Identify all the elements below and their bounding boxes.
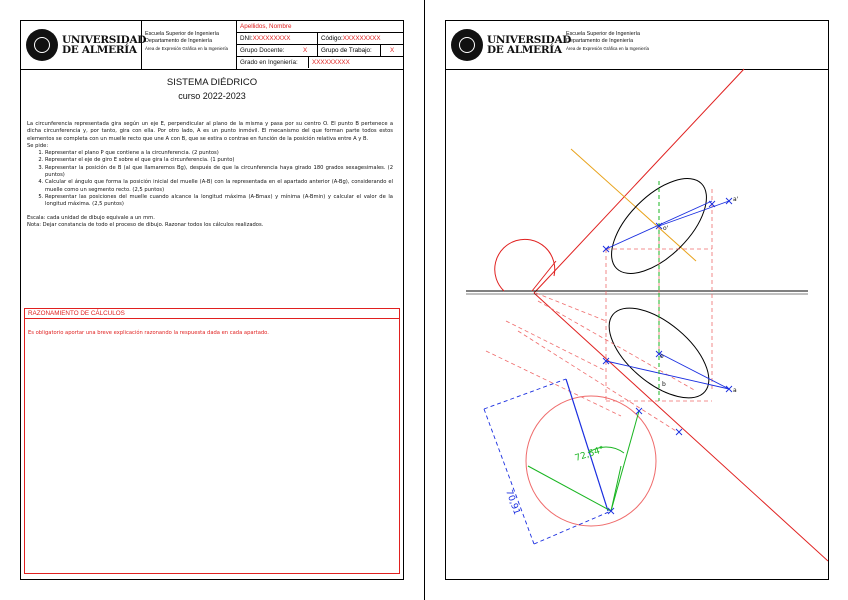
- plane-trace-lower: [534, 293, 828, 561]
- label-o: o: [660, 353, 664, 360]
- dihedral-drawing: [446, 21, 828, 579]
- scale-note: Escala: cada unidad de dibujo equivale a un mm.: [27, 214, 155, 221]
- exam-title: SISTEMA DIÉDRICO: [166, 77, 258, 88]
- label-o-prime: o': [663, 225, 669, 232]
- area-name: Área de Expresión Gráfica en la Ingeniería: [145, 46, 228, 51]
- task-item: 2. Representar el eje de giro E sobre el que gira la circunferencia. (1 punto): [45, 157, 393, 164]
- surname-row[interactable]: [237, 21, 404, 33]
- reasoning-note: Es obligatorio aportar una breve explicación razonando la respuesta dada en cada apartado.: [28, 330, 269, 336]
- task-item: 5. Representar las posiciones del muelle cuando alcance la longitud máxima (A-Bmax) y mínima (A-Bmin) y calcular el valor de la longitud máxima. (2,5 puntos): [45, 194, 393, 209]
- angle-label: 72,54°: [573, 444, 606, 464]
- statement-intro: La circunferencia representada gira según un eje E, perpendicular al plano de la misma y pasa por su centro O. El punto B pertenece a dicha circunferencia y, por tanto, gira con ella. Por otro lado, A es un punto inmóvil. El mecanismo del que forman parte todos estos elementos se completa con un muelle recto que une A con B, que se estira o contrae en función de la posición relativa entre A y B.: [27, 121, 393, 142]
- task-list: [27, 150, 393, 208]
- dni-value: XXXXXXXXX: [252, 35, 291, 42]
- area-name: Área de Expresión Gráfica en la Ingeniería: [566, 46, 649, 51]
- university-name-line-1: UNIVERSIDAD: [487, 34, 572, 46]
- statement-ask: Se pide:: [27, 142, 49, 149]
- teacher-group-value: X: [303, 47, 308, 54]
- plane-trace-upper: [534, 69, 744, 293]
- work-group-value: X: [390, 47, 395, 54]
- code-value: XXXXXXXXX: [342, 35, 381, 42]
- label-b: b: [662, 381, 666, 388]
- axis-line: [571, 149, 696, 261]
- degree-value: XXXXXXXXX: [312, 59, 350, 66]
- page-divider: [424, 0, 425, 600]
- university-name-line-2: DE ALMERÍA: [487, 44, 562, 56]
- exam-sheet-left: [20, 20, 404, 580]
- university-name-line-1: UNIVERSIDAD: [62, 34, 147, 46]
- task-item: 1. Representar el plano P que contiene a la circunferencia. (2 puntos): [45, 150, 393, 157]
- degree-row[interactable]: [237, 57, 404, 68]
- student-fields: [236, 21, 404, 69]
- field-divider: [317, 33, 318, 44]
- reasoning-box[interactable]: [24, 308, 400, 574]
- university-seal-icon: [26, 29, 58, 61]
- surname-label: Apellidos, Nombre: [240, 23, 292, 30]
- problem-statement: [27, 121, 393, 229]
- dni-code-row[interactable]: [237, 33, 404, 45]
- department-name: Departamento de Ingeniería: [145, 38, 213, 44]
- task-item: 4. Calcular el ángulo que forma la posición inicial del muelle (A-B) con la representada en el apartado anterior (A-Bg), considerando el muelle como un segmento recto. (2,5 puntos): [45, 179, 393, 194]
- code-label: Código:: [321, 35, 343, 42]
- rotation-arc: [495, 239, 555, 291]
- projection-lines: [486, 189, 712, 431]
- exam-sheet-right: [445, 20, 829, 580]
- university-logo: [21, 21, 147, 69]
- exam-course: curso 2022-2023: [178, 91, 246, 101]
- point-markers: [603, 198, 732, 514]
- school-name: Escuela Superior de Ingeniería: [566, 31, 641, 37]
- process-note: Nota: Dejar constancia de todo el proceso de dibujo. Razonar todos los cálculos realizados.: [27, 221, 264, 228]
- degree-label: Grado en Ingeniería:: [240, 59, 298, 66]
- field-divider: [380, 45, 381, 56]
- group-row[interactable]: [237, 45, 404, 57]
- rotation-circle: [526, 396, 656, 526]
- label-a-prime: a': [733, 196, 739, 203]
- reasoning-title: RAZONAMIENTO DE CÁLCULOS: [25, 309, 399, 319]
- work-group-label: Grupo de Trabajo:: [321, 47, 372, 54]
- sheet-header: [21, 21, 403, 70]
- department-name: Departamento de Ingeniería: [566, 38, 634, 44]
- school-info: [145, 31, 235, 52]
- length-label: 70,91: [503, 488, 522, 517]
- university-name: [62, 35, 146, 55]
- task-item: 3. Representar la posición de B (al que llamaremos Bg), después de que la circunferencia haya girado 180 grados sexagesimales. (2 puntos): [45, 165, 393, 180]
- university-name-line-2: DE ALMERÍA: [62, 44, 137, 56]
- dni-label: DNI:: [240, 35, 253, 42]
- field-divider: [317, 45, 318, 56]
- code-field: [321, 33, 381, 44]
- rotation-chord: [532, 261, 556, 291]
- teacher-group-label: Grupo Docente:: [240, 47, 285, 54]
- label-a: a: [733, 387, 737, 394]
- school-name: Escuela Superior de Ingeniería: [145, 31, 220, 37]
- field-divider: [308, 57, 309, 68]
